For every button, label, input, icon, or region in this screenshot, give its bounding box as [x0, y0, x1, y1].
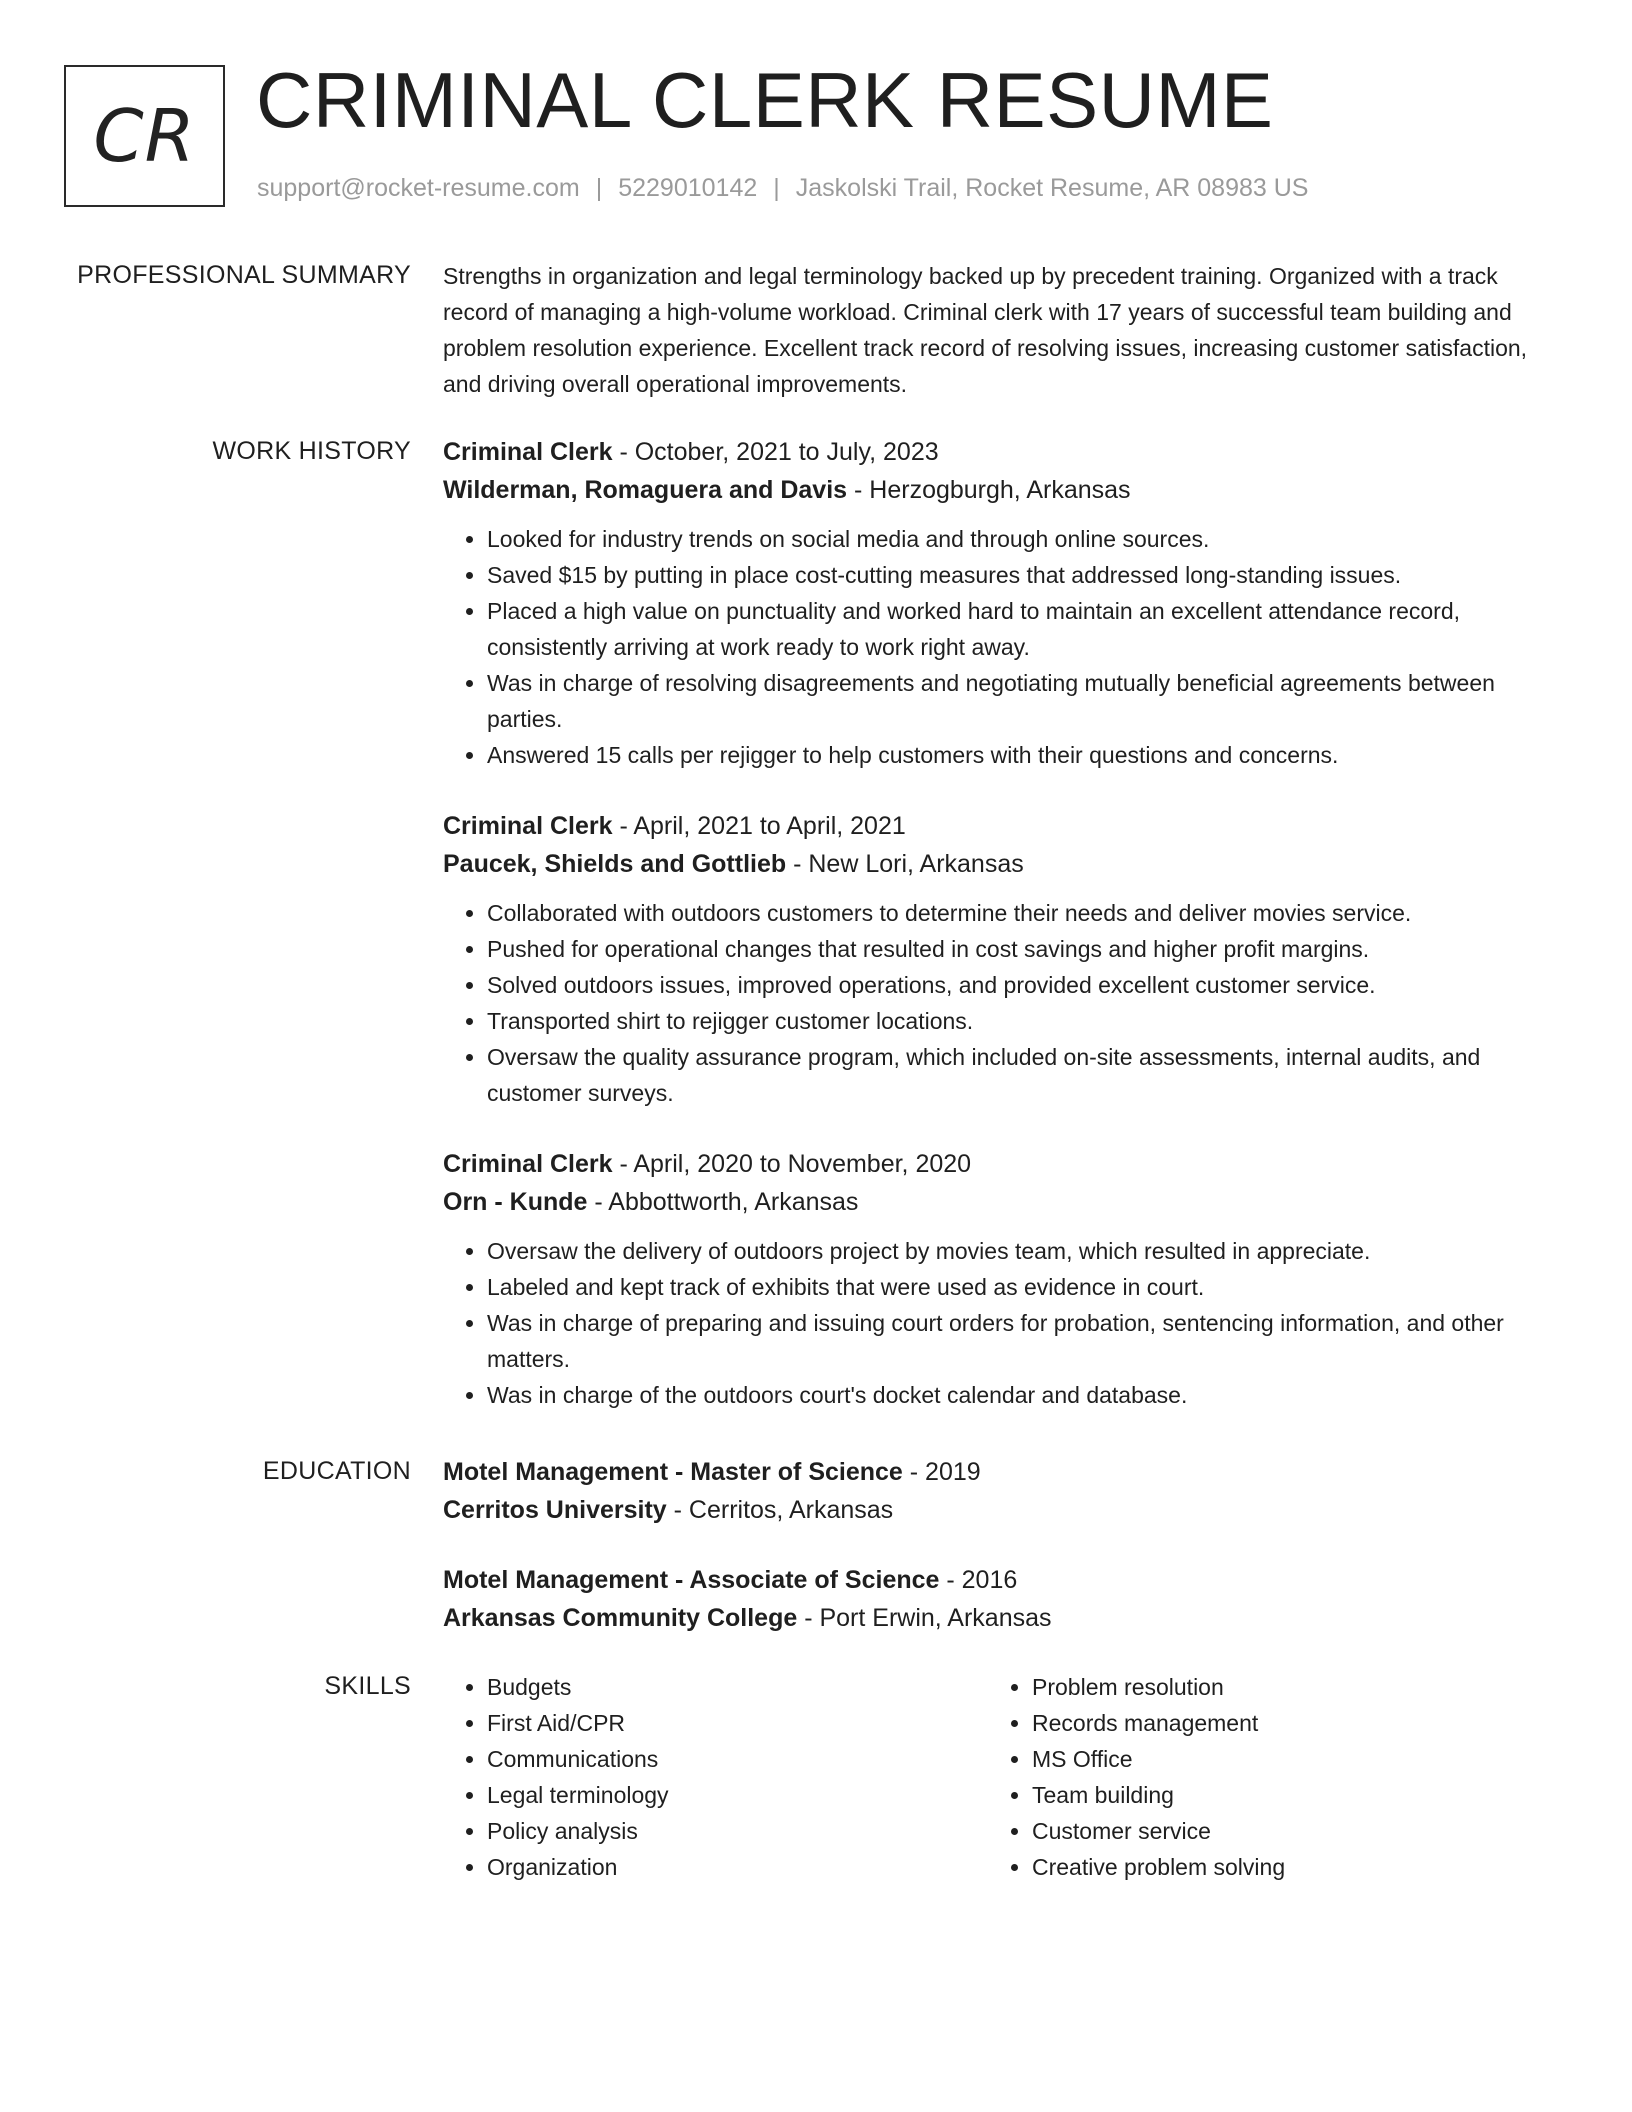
job-entry [443, 1145, 1555, 1413]
contact-email: support@rocket-resume.com [257, 174, 580, 202]
skill-item: • Organization [487, 1849, 988, 1885]
education-year: - 2016 [939, 1566, 1018, 1594]
job-bullet: • Pushed for operational changes that resulted in cost savings and higher profit margins. [487, 931, 1555, 967]
education-heading: EDUCATION [262, 1457, 411, 1485]
job-company: Wilderman, Romaguera and Davis [443, 476, 848, 504]
job-bullet: • Oversaw the delivery of outdoors project by movies team, which resulted in appreciate. [487, 1233, 1555, 1269]
education-school-line [443, 1491, 1555, 1529]
skill-item: • Records management [1032, 1705, 1533, 1741]
work-history-body [443, 433, 1555, 1447]
job-bullet: • Looked for industry trends on social media and through online sources. [487, 521, 1555, 557]
job-bullets [443, 521, 1555, 773]
skills-columns [443, 1669, 1555, 1885]
job-bullet: • Was in charge of preparing and issuing court orders for probation, sentencing information, and other matters. [487, 1305, 1555, 1377]
skill-item: • Legal terminology [487, 1777, 988, 1813]
contact-line [257, 172, 1308, 204]
education-school: Cerritos University [443, 1496, 667, 1524]
education-location: - Cerritos, Arkansas [666, 1496, 894, 1524]
job-location: - Abbottworth, Arkansas [587, 1188, 859, 1216]
job-entry [443, 807, 1555, 1111]
job-location: - New Lori, Arkansas [786, 850, 1024, 878]
contact-separator: | [595, 174, 603, 202]
job-location: - Herzogburgh, Arkansas [847, 476, 1131, 504]
job-title: Criminal Clerk [443, 812, 613, 840]
job-company-line [443, 845, 1555, 883]
skill-item: • Team building [1032, 1777, 1533, 1813]
job-bullet: • Collaborated with outdoors customers to determine their needs and deliver movies service. [487, 895, 1555, 931]
skills-column-right [988, 1669, 1533, 1885]
contact-separator: | [773, 174, 780, 202]
skills-list-right [988, 1669, 1533, 1885]
education-location: - Port Erwin, Arkansas [797, 1604, 1052, 1632]
summary-text: Strengths in organization and legal terminology backed up by precedent training. Organized with a track record of managing a high-volume workload. Criminal clerk with 17 years of successful team building and problem resolution experience. Excellent track record of resolving issues, increasing customer satisfaction, and driving overall operational improvements. [443, 263, 1528, 397]
education-year: - 2019 [902, 1458, 981, 1486]
education-school-line [443, 1599, 1555, 1637]
job-bullet: • Was in charge of the outdoors court's docket calendar and database. [487, 1377, 1555, 1413]
job-dates: - April, 2021 to April, 2021 [612, 812, 906, 840]
work-history-heading: WORK HISTORY [212, 437, 411, 465]
education-degree: Motel Management - Master of Science [443, 1458, 903, 1486]
monogram-initials: CR [93, 94, 196, 178]
education-entry [443, 1561, 1555, 1637]
education-body [443, 1453, 1555, 1669]
job-dates: - April, 2020 to November, 2020 [612, 1150, 972, 1178]
job-title-line [443, 807, 1555, 845]
contact-address: Jaskolski Trail, Rocket Resume, AR 08983 US [795, 174, 1309, 202]
education-degree-line [443, 1561, 1555, 1599]
job-company-line [443, 1183, 1555, 1221]
monogram-box [64, 65, 225, 207]
contact-phone: 5229010142 [618, 174, 758, 202]
skill-item: • Problem resolution [1032, 1669, 1533, 1705]
summary-body [443, 258, 1555, 402]
job-bullet: • Transported shirt to rejigger customer locations. [487, 1003, 1555, 1039]
job-entry [443, 433, 1555, 773]
job-bullet: • Saved $15 by putting in place cost-cutting measures that addressed long-standing issues. [487, 557, 1555, 593]
job-title-line [443, 433, 1555, 471]
education-degree-line [443, 1453, 1555, 1491]
summary-heading: PROFESSIONAL SUMMARY [77, 261, 411, 289]
job-bullet: • Solved outdoors issues, improved operations, and provided excellent customer service. [487, 967, 1555, 1003]
skill-item: • Creative problem solving [1032, 1849, 1533, 1885]
skill-item: • Policy analysis [487, 1813, 988, 1849]
skill-item: • Budgets [487, 1669, 988, 1705]
job-bullet: • Answered 15 calls per rejigger to help customers with their questions and concerns. [487, 737, 1555, 773]
job-company: Paucek, Shields and Gottlieb [443, 850, 787, 878]
job-company-line [443, 471, 1555, 509]
job-bullets [443, 1233, 1555, 1413]
skill-item: • MS Office [1032, 1741, 1533, 1777]
page-title: CRIMINAL CLERK RESUME [256, 56, 1274, 144]
job-title-line [443, 1145, 1555, 1183]
skill-item: • Communications [487, 1741, 988, 1777]
education-school: Arkansas Community College [443, 1604, 798, 1632]
skills-heading: SKILLS [324, 1672, 411, 1700]
education-degree: Motel Management - Associate of Science [443, 1566, 940, 1594]
skills-column-left [443, 1669, 988, 1885]
education-entry [443, 1453, 1555, 1529]
job-title: Criminal Clerk [443, 1150, 613, 1178]
job-bullet: • Labeled and kept track of exhibits that were used as evidence in court. [487, 1269, 1555, 1305]
job-dates: - October, 2021 to July, 2023 [612, 438, 939, 466]
job-bullet: • Oversaw the quality assurance program, which included on-site assessments, internal audits, and customer surveys. [487, 1039, 1555, 1111]
skills-list-left [443, 1669, 988, 1885]
skills-body [443, 1669, 1555, 1885]
job-company: Orn - Kunde [443, 1188, 588, 1216]
job-bullet: • Placed a high value on punctuality and worked hard to maintain an excellent attendance record, consistently arriving at work ready to work right away. [487, 593, 1555, 665]
job-bullet: • Was in charge of resolving disagreements and negotiating mutually beneficial agreements between parties. [487, 665, 1555, 737]
job-title: Criminal Clerk [443, 438, 613, 466]
skill-item: • Customer service [1032, 1813, 1533, 1849]
skill-item: • First Aid/CPR [487, 1705, 988, 1741]
job-bullets [443, 895, 1555, 1111]
